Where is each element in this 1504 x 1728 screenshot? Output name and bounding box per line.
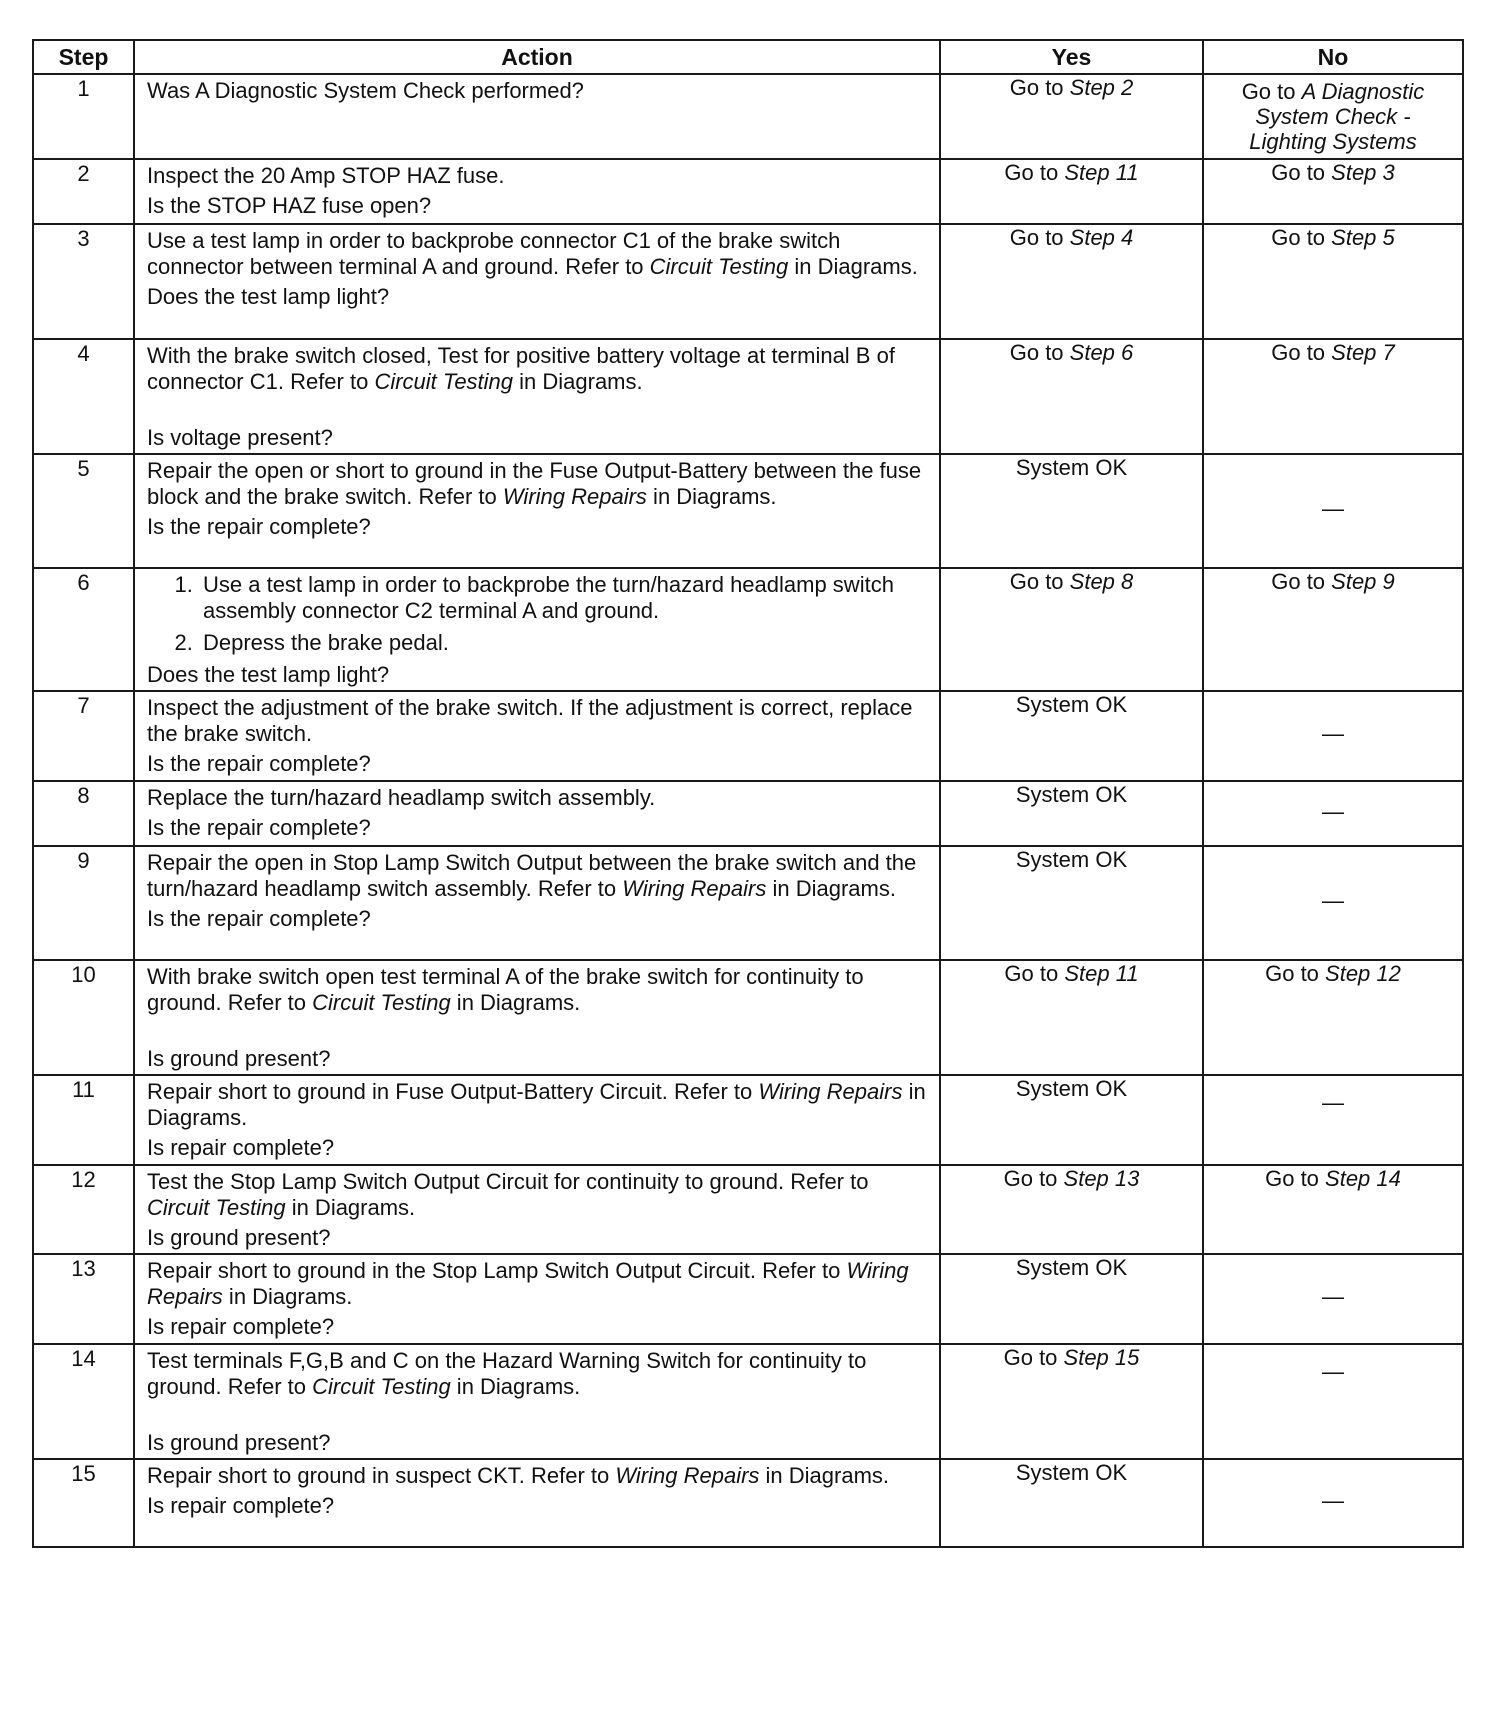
yes-result-cell [940,339,1203,454]
goto-target: Step 13 [1063,1166,1140,1191]
goto-target: Step 11 [1064,961,1139,986]
action-text-segment: in Diagrams. [646,484,777,509]
diagnostic-table [32,39,1464,1548]
no-result-cell [1203,1254,1463,1344]
goto-prefix: Go to [1009,340,1070,365]
action-cell [134,1165,940,1254]
action-text [147,1169,929,1221]
action-text [147,1079,929,1131]
question-text: Is ground present? [147,1430,331,1455]
reference-link-text: Circuit Testing [312,1374,451,1399]
action-text-segment: in Diagrams. [147,1079,926,1130]
not-applicable-dash: — [1322,1284,1344,1309]
system-ok-text: System OK [1015,782,1128,807]
system-ok-text: System OK [1015,1076,1128,1101]
table-row [33,960,1463,1075]
action-cell [134,74,940,159]
question-text: Is the repair complete? [147,815,371,840]
goto-target: Step 6 [1069,340,1134,365]
action-text-segment: Repair short to ground in suspect CKT. Refer to [147,1463,616,1488]
table-row [33,568,1463,691]
action-text [147,458,929,510]
table-row [33,1459,1463,1547]
reference-link-text: Wiring Repairs [622,876,767,901]
goto-prefix: Go to [1009,225,1070,250]
question-text: Is the repair complete? [147,514,371,539]
action-text-segment: in Diagrams. [513,369,643,394]
not-applicable-dash: — [1322,798,1344,824]
header-yes: Yes [940,40,1203,74]
step-number: 12 [33,1165,134,1254]
goto-instruction [1004,961,1138,986]
action-cell [134,1459,940,1547]
step-number: 1 [33,74,134,159]
yes-result-cell [940,74,1203,159]
action-text-segment: Repair the open in Stop Lamp Switch Output between the brake switch and the turn/hazard headlamp switch assembly. Refer to [147,850,917,901]
no-result-cell [1203,1075,1463,1165]
goto-target-continued: System Check - [1255,104,1411,129]
action-text [147,1348,929,1400]
action-text [147,850,929,902]
goto-instruction [1004,1345,1140,1370]
question-text: Is voltage present? [147,425,333,450]
goto-instruction [1208,79,1458,104]
action-text-segment: Was A Diagnostic System Check performed? [147,78,584,103]
no-result-cell [1203,691,1463,781]
no-result-cell [1203,454,1463,568]
goto-instruction [1010,569,1134,594]
action-text-segment: Inspect the adjustment of the brake switch. If the adjustment is correct, replace the brake switch. [147,695,913,746]
action-text [147,785,929,811]
step-number: 2 [33,159,134,224]
reference-link-text: Circuit Testing [649,254,789,279]
action-text [147,1463,929,1489]
no-result-cell [1203,781,1463,846]
no-result-cell [1203,1459,1463,1547]
action-cell [134,224,940,339]
question-text: Is the repair complete? [147,906,371,931]
goto-instruction [1010,225,1134,250]
goto-target: Step 2 [1069,75,1134,100]
goto-prefix: Go to [1004,160,1065,185]
yes-result-cell [940,159,1203,224]
no-result-cell [1203,159,1463,224]
yes-result-cell [940,691,1203,781]
not-applicable-dash: — [1322,1488,1344,1513]
step-number: 8 [33,781,134,846]
action-text [147,1258,929,1310]
reference-link-text: Circuit Testing [374,369,514,394]
goto-prefix: Go to [1009,75,1070,100]
yes-result-cell [940,846,1203,960]
no-result-cell [1203,224,1463,339]
action-text [147,964,929,1016]
goto-target: Step 9 [1331,569,1395,594]
question-text: Is repair complete? [147,1314,335,1339]
action-text-segment: in Diagrams. [450,1374,581,1399]
step-number: 4 [33,339,134,454]
system-ok-text: System OK [1015,1255,1128,1280]
not-applicable-dash: — [1322,1359,1344,1384]
table-row [33,1344,1463,1459]
action-cell [134,159,940,224]
question-text: Is the STOP HAZ fuse open? [147,193,432,218]
goto-instruction [1271,160,1395,185]
action-cell [134,1344,940,1459]
not-applicable-dash: — [1322,888,1344,913]
no-result-cell [1203,846,1463,960]
no-result-cell [1203,1165,1463,1254]
goto-target: Step 11 [1064,160,1139,185]
system-ok-text: System OK [1015,455,1128,480]
action-cell [134,691,940,781]
goto-prefix: Go to [1241,79,1302,104]
action-cell [134,781,940,846]
goto-instruction [1265,961,1401,986]
question-text: Is repair complete? [147,1493,335,1518]
reference-link-text: Circuit Testing [147,1195,286,1220]
action-text-segment: Repair the open or short to ground in the Fuse Output-Battery between the fuse block and the brake switch. Refer to [147,458,922,509]
goto-instruction [1271,340,1395,365]
action-text-segment: Test terminals F,G,B and C on the Hazard Warning Switch for continuity to ground. Refer to [147,1348,867,1399]
yes-result-cell [940,568,1203,691]
table-row [33,74,1463,159]
goto-target: Step 7 [1331,340,1395,365]
step-number: 14 [33,1344,134,1459]
step-number: 5 [33,454,134,568]
action-cell [134,960,940,1075]
action-text-segment: Replace the turn/hazard headlamp switch assembly. [147,785,656,810]
table-row [33,691,1463,781]
action-cell [134,1075,940,1165]
goto-target: Step 14 [1325,1166,1401,1191]
question-text: Is repair complete? [147,1135,335,1160]
step-number: 15 [33,1459,134,1547]
action-text-segment: Repair short to ground in Fuse Output-Battery Circuit. Refer to [147,1079,759,1104]
goto-target: A Diagnostic [1301,79,1425,104]
not-applicable-dash: — [1322,496,1344,521]
goto-instruction [1004,160,1138,185]
table-body [33,74,1463,1547]
action-cell [134,846,940,960]
action-text-segment: in Diagrams. [222,1284,353,1309]
step-number: 6 [33,568,134,691]
goto-prefix: Go to [1271,225,1332,250]
action-cell [134,339,940,454]
table-row [33,1254,1463,1344]
action-text-segment: Use a test lamp in order to backprobe connector C1 of the brake switch connector between terminal A and ground. Refer to [147,228,841,279]
goto-prefix: Go to [1271,569,1332,594]
action-text-segment: With the brake switch closed, Test for positive battery voltage at terminal B of connector C1. Refer to [147,343,895,394]
action-text [147,343,929,395]
step-number: 7 [33,691,134,781]
yes-result-cell [940,1254,1203,1344]
reference-link-text: Wiring Repairs [758,1079,903,1104]
goto-target: Step 4 [1069,225,1134,250]
action-cell [134,454,940,568]
reference-link-text: Circuit Testing [312,990,451,1015]
reference-link-text: Wiring Repairs [615,1463,760,1488]
not-applicable-dash: — [1322,1090,1344,1115]
goto-target-continued: Lighting Systems [1249,129,1417,154]
goto-target: Step 3 [1331,160,1395,185]
yes-result-cell [940,781,1203,846]
goto-instruction [1271,569,1395,594]
goto-target: Step 15 [1063,1345,1140,1370]
action-text [147,695,929,747]
action-text [147,228,929,280]
action-text-segment: in Diagrams. [285,1195,416,1220]
goto-prefix: Go to [1265,961,1326,986]
header-step: Step [33,40,134,74]
action-text-segment: Repair short to ground in the Stop Lamp Switch Output Circuit. Refer to [147,1258,847,1283]
no-result-cell [1203,74,1463,159]
yes-result-cell [940,1075,1203,1165]
action-cell [134,1254,940,1344]
step-number: 10 [33,960,134,1075]
table-row [33,224,1463,339]
table-row [33,454,1463,568]
system-ok-text: System OK [1015,847,1128,872]
action-step-item: 1. Use a test lamp in order to backprobe the turn/hazard headlamp switch assembly connector C2 terminal A and ground. [199,572,929,624]
table-row [33,159,1463,224]
action-text [147,78,929,104]
action-text-segment: Inspect the 20 Amp STOP HAZ fuse. [147,163,505,188]
yes-result-cell [940,1459,1203,1547]
question-text: Does the test lamp light? [147,662,390,687]
not-applicable-dash: — [1322,721,1344,746]
goto-prefix: Go to [1003,1166,1064,1191]
question-text: Does the test lamp light? [147,284,390,309]
action-text-segment: With brake switch open test terminal A of the brake switch for continuity to ground. Refer to [147,964,864,1015]
no-result-cell [1203,339,1463,454]
action-text-segment: in Diagrams. [788,254,918,279]
no-result-cell [1203,568,1463,691]
goto-target: Step 5 [1331,225,1395,250]
system-ok-text: System OK [1015,1460,1128,1485]
goto-prefix: Go to [1004,961,1065,986]
step-number: 13 [33,1254,134,1344]
goto-instruction [1010,75,1134,100]
reference-link-text: Wiring Repairs [502,484,647,509]
question-text: Is ground present? [147,1225,331,1250]
goto-prefix: Go to [1265,1166,1326,1191]
table-row [33,846,1463,960]
step-number: 3 [33,224,134,339]
action-text-segment: in Diagrams. [766,876,896,901]
question-text: Is ground present? [147,1046,331,1071]
goto-instruction [1265,1166,1401,1191]
goto-prefix: Go to [1271,160,1332,185]
action-text-segment: in Diagrams. [759,1463,890,1488]
question-text: Is the repair complete? [147,751,371,776]
reference-link-text: Wiring Repairs [147,1258,909,1309]
no-result-cell [1203,1344,1463,1459]
goto-prefix: Go to [1009,569,1070,594]
action-cell [134,568,940,691]
goto-prefix: Go to [1271,340,1332,365]
step-number: 11 [33,1075,134,1165]
action-text-segment: Test the Stop Lamp Switch Output Circuit for continuity to ground. Refer to [147,1169,869,1194]
header-no: No [1203,40,1463,74]
header-row [33,40,1463,74]
yes-result-cell [940,454,1203,568]
action-steps-list [147,572,929,656]
table-row [33,339,1463,454]
goto-target: Step 12 [1325,961,1401,986]
goto-instruction [1004,1166,1140,1191]
action-text-segment: in Diagrams. [450,990,581,1015]
goto-prefix: Go to [1003,1345,1064,1370]
header-action: Action [134,40,940,74]
action-step-item: 2. Depress the brake pedal. [199,630,929,656]
system-ok-text: System OK [1015,692,1128,717]
goto-target: Step 8 [1069,569,1134,594]
table-row [33,1165,1463,1254]
step-number: 9 [33,846,134,960]
goto-instruction [1271,225,1395,250]
yes-result-cell [940,1344,1203,1459]
table-row [33,781,1463,846]
yes-result-cell [940,960,1203,1075]
action-text [147,163,929,189]
goto-instruction [1010,340,1134,365]
yes-result-cell [940,1165,1203,1254]
table-row [33,1075,1463,1165]
yes-result-cell [940,224,1203,339]
no-result-cell [1203,960,1463,1075]
